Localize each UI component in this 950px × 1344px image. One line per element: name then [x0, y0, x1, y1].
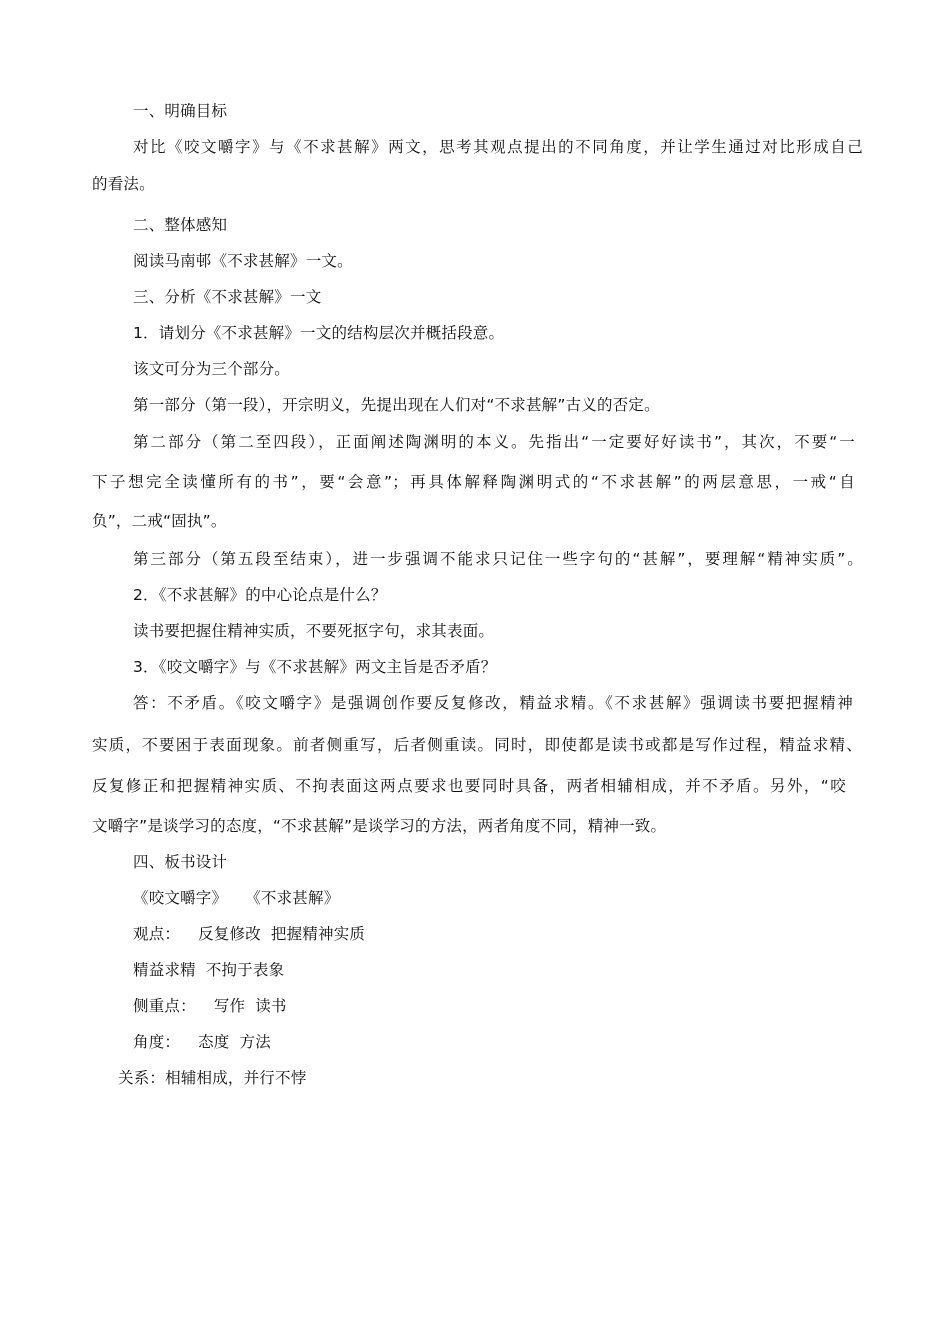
answer-1-part-2-line-2: 下子想完全读懂所有的书”，要“会意”；再具体解释陶渊明式的“不求甚解”的两层意思，一戒“自 — [92, 473, 855, 491]
answer-2: 读书要把握住精神实质，不要死抠字句，求其表面。 — [133, 622, 495, 640]
board-angle-row — [133, 1032, 271, 1052]
section-1-heading: 一、明确目标 — [133, 102, 228, 120]
section-1-paragraph-line-2: 的看法。 — [92, 175, 155, 193]
board-relation-value: 相辅相成，并行不悖 — [165, 1069, 307, 1087]
answer-3-line-4: 文嚼字”是谈学习的态度，“不求甚解”是谈学习的方法，两者角度不同，精神一致。 — [92, 817, 667, 835]
board-view-left: 反复修改 — [198, 925, 261, 943]
board-focus-right: 读书 — [255, 997, 287, 1015]
board-view2-row — [133, 960, 284, 980]
board-view2-left: 精益求精 — [133, 961, 196, 979]
answer-3-line-3: 反复修正和把握精神实质、不拘表面这两点要求也要同时具备，两者相辅相成，并不矛盾。另外，“咬 — [92, 777, 846, 795]
board-angle-left: 态度 — [198, 1033, 230, 1051]
board-view2-right: 不拘于表象 — [205, 961, 285, 979]
answer-1-part-1: 第一部分（第一段），开宗明义，先提出现在人们对“不求甚解”古义的否定。 — [133, 396, 660, 414]
answer-1-intro: 该文可分为三个部分。 — [133, 360, 291, 378]
section-3-heading: 三、分析《不求甚解》一文 — [133, 288, 322, 306]
board-angle-right: 方法 — [239, 1033, 271, 1051]
board-title-left: 《咬文嚼字》 — [133, 889, 228, 907]
board-focus-label: 侧重点： — [133, 997, 196, 1015]
board-title-right: 《不求甚解》 — [245, 889, 340, 907]
board-relation-label: 关系： — [118, 1069, 166, 1087]
board-focus-left: 写作 — [213, 997, 246, 1015]
board-focus-row — [133, 996, 287, 1016]
section-4-heading: 四、板书设计 — [133, 853, 228, 871]
section-1-paragraph-line-1: 对比《咬文嚼字》与《不求甚解》两文，思考其观点提出的不同角度，并让学生通过对比形成自己 — [133, 138, 863, 156]
answer-3-line-1: 答：不矛盾。《咬文嚼字》是强调创作要反复修改，精益求精。《不求甚解》强调读书要把握精神 — [133, 694, 853, 712]
board-titles-row — [133, 888, 339, 908]
answer-3-line-2: 实质，不要困于表面现象。前者侧重写，后者侧重读。同时，即使都是读书或都是写作过程，精益求精、 — [92, 736, 862, 754]
question-2: 2．《不求甚解》的中心论点是什么？ — [133, 586, 387, 604]
answer-1-part-2-line-3: 负”，二戒“固执”。 — [92, 512, 227, 530]
board-view-row — [133, 924, 365, 944]
board-view-right: 把握精神实质 — [270, 925, 366, 943]
board-relation-row — [118, 1068, 306, 1088]
section-2-heading: 二、整体感知 — [133, 216, 228, 234]
board-view-label: 观点： — [133, 925, 181, 943]
question-1: 1．请划分《不求甚解》一文的结构层次并概括段意。 — [133, 324, 505, 342]
section-2-paragraph: 阅读马南邨《不求甚解》一文。 — [133, 252, 353, 270]
board-angle-label: 角度： — [133, 1033, 181, 1051]
answer-1-part-2-line-1: 第二部分（第二至四段），正面阐述陶渊明的本义。先指出“一定要好好读书”，其次，不要“一 — [133, 433, 855, 451]
answer-1-part-3: 第三部分（第五段至结束），进一步强调不能求只记住一些字句的“甚解”，要理解“精神实质”。 — [133, 550, 863, 568]
question-3: 3．《咬文嚼字》与《不求甚解》两文主旨是否矛盾？ — [133, 658, 497, 676]
